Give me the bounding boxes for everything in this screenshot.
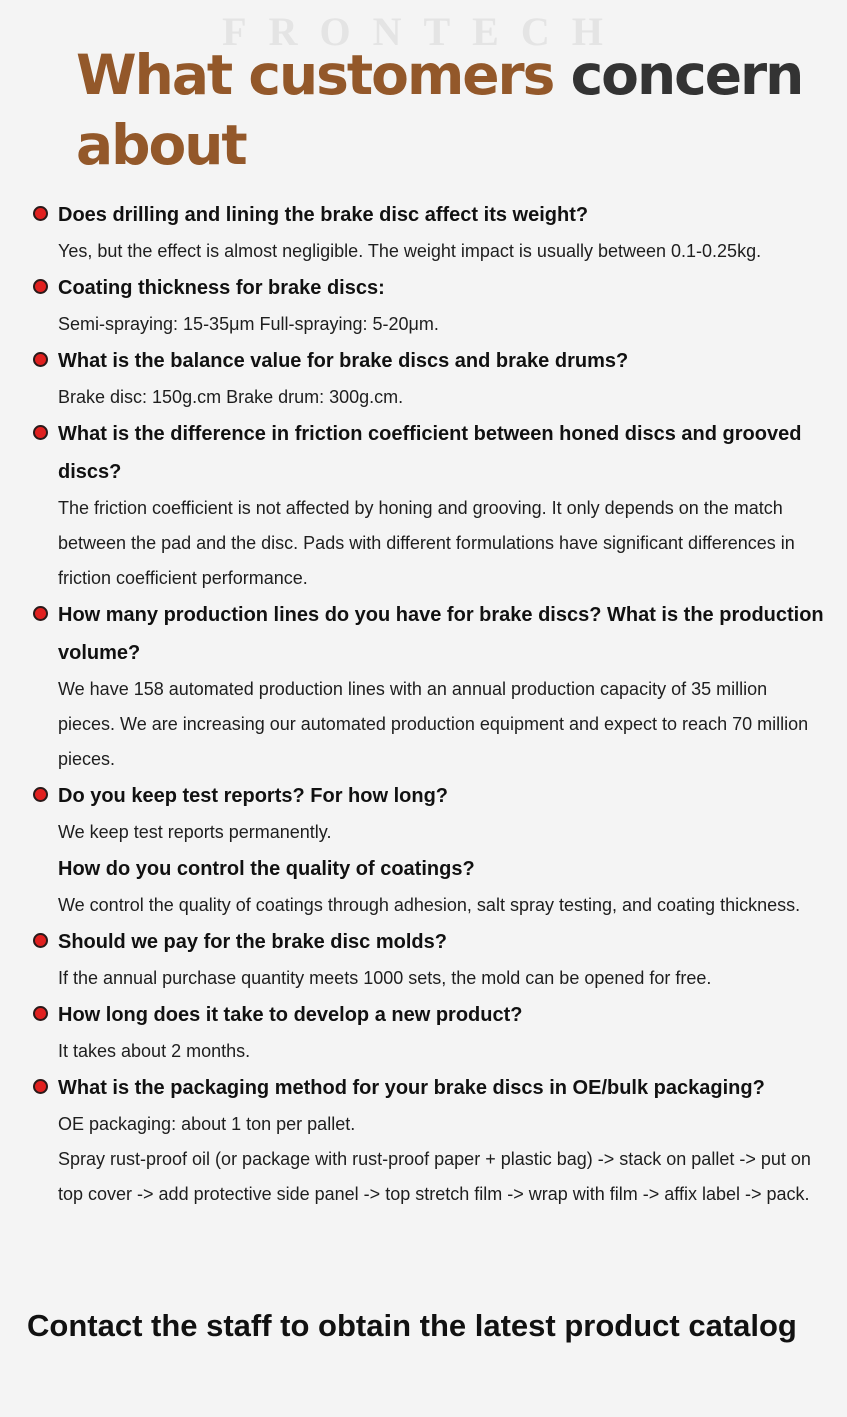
footer-contact-text: Contact the staff to obtain the latest product catalog — [27, 1308, 797, 1343]
faq-question: What is the packaging method for your brake discs in OE/bulk packaging? — [58, 1069, 838, 1107]
faq-question: What is the balance value for brake discs and brake drums? — [58, 342, 838, 380]
faq-answer: If the annual purchase quantity meets 1000 sets, the mold can be opened for free. — [58, 968, 712, 988]
faq-item — [0, 196, 847, 269]
faq-answer: Semi-spraying: 15-35μm Full-spraying: 5-20μm. — [58, 314, 439, 334]
faq-question: Should we pay for the brake disc molds? — [58, 923, 838, 961]
faq-question: How long does it take to develop a new product? — [58, 996, 838, 1034]
faq-list — [0, 196, 847, 1212]
faq-question: What is the difference in friction coefficient between honed discs and grooved discs? — [58, 415, 838, 491]
faq-answer: Yes, but the effect is almost negligible. The weight impact is usually between 0.1-0.25kg. — [58, 241, 762, 261]
brand-watermark: FRONTECH — [222, 9, 625, 54]
faq-item — [0, 269, 847, 342]
faq-question: How many production lines do you have for brake discs? What is the production volume? — [58, 596, 838, 672]
title-part-1: What customers — [76, 43, 571, 107]
faq-item — [0, 850, 847, 923]
faq-answer: Brake disc: 150g.cm Brake drum: 300g.cm. — [58, 387, 404, 407]
faq-question: How do you control the quality of coatings? — [58, 858, 475, 880]
faq-question: Coating thickness for brake discs: — [58, 269, 838, 307]
faq-item — [0, 1069, 847, 1212]
faq-question: Do you keep test reports? For how long? — [58, 777, 838, 815]
red-bullet-icon — [33, 787, 48, 802]
red-bullet-icon — [33, 1079, 48, 1094]
faq-answer: It takes about 2 months. — [58, 1041, 251, 1061]
red-bullet-icon — [33, 425, 48, 440]
faq-answer: We control the quality of coatings through adhesion, salt spray testing, and coating thickness. — [58, 895, 801, 915]
faq-question: Does drilling and lining the brake disc affect its weight? — [58, 196, 838, 234]
red-bullet-icon — [33, 1006, 48, 1021]
faq-answer: We keep test reports permanently. — [58, 822, 332, 842]
faq-item — [0, 777, 847, 850]
red-bullet-icon — [33, 279, 48, 294]
faq-answer: OE packaging: about 1 ton per pallet. — [58, 1114, 356, 1134]
title-part-3: about — [76, 113, 246, 177]
page-title — [76, 40, 816, 180]
red-bullet-icon — [33, 206, 48, 221]
red-bullet-icon — [33, 933, 48, 948]
faq-answer: The friction coefficient is not affected by honing and grooving. It only depends on the match between the pad and the disc. Pads with different formulations have significant differences in friction coefficient performance. — [58, 498, 795, 588]
title-part-2: concern — [570, 43, 803, 107]
red-bullet-icon — [33, 606, 48, 621]
faq-answer: We have 158 automated production lines with an annual production capacity of 35 million pieces. We are increasing our automated production equipment and expect to reach 70 million pieces. — [58, 679, 809, 769]
faq-item — [0, 996, 847, 1069]
faq-item — [0, 342, 847, 415]
faq-item — [0, 596, 847, 777]
faq-item — [0, 415, 847, 596]
red-bullet-icon — [33, 352, 48, 367]
faq-item — [0, 923, 847, 996]
faq-answer: Spray rust-proof oil (or package with rust-proof paper + plastic bag) -> stack on pallet -> put on top cover -> add protective side panel -> top stretch film -> wrap with film -> affix label -> pack. — [58, 1149, 811, 1204]
